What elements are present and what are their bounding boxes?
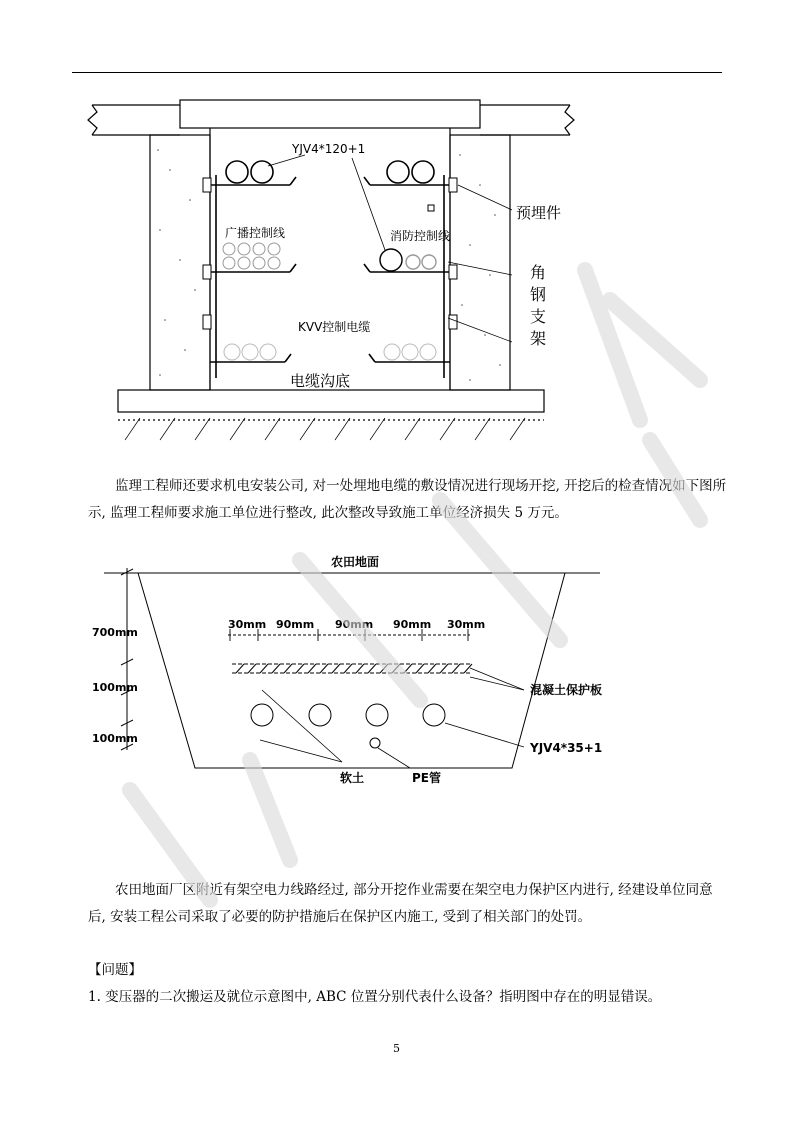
dim-30mm-left: 30mm — [228, 618, 267, 631]
label-fire-control-line: 消防控制线 — [390, 229, 451, 243]
question-1: 1. 变压器的二次搬运及就位示意图中, ABC 位置分别代表什么设备？指明图中存在的明显错误。 — [88, 989, 662, 1005]
cable-trench-figure — [0, 0, 793, 460]
dim-90mm-2: 90mm — [335, 618, 374, 631]
buried-cable-figure — [0, 540, 793, 800]
dim-700mm: 700mm — [92, 626, 138, 639]
label-pe-pipe: PE管 — [412, 771, 441, 785]
label-kvv-cable: KVV控制电缆 — [298, 320, 371, 334]
label-angle-steel-2: 钢 — [530, 285, 547, 304]
label-cable-top: YJV4*120+1 — [292, 142, 366, 156]
label-angle-steel-4: 架 — [530, 329, 547, 348]
label-angle-steel-3: 支 — [530, 307, 547, 326]
question-heading: 【问题】 — [88, 962, 142, 978]
paragraph-overhead-line: 农田地面厂区附近有架空电力线路经过, 部分开挖作业需要在架空电力保护区内进行, 经建设单位同意后, 安装工程公司采取了必要的防护措施后在保护区内施工, 受到了相关部门的处罚。 — [88, 882, 713, 925]
label-angle-steel-1: 角 — [530, 263, 547, 282]
dim-100mm-upper: 100mm — [92, 681, 138, 694]
dim-100mm-lower: 100mm — [92, 732, 138, 745]
label-farmland-ground: 农田地面 — [331, 555, 380, 569]
page-number: 5 — [393, 1042, 400, 1055]
dim-30mm-right: 30mm — [447, 618, 486, 631]
label-embedded-part: 预埋件 — [516, 204, 562, 222]
label-trench-bottom: 电缆沟底 — [290, 372, 351, 390]
label-cable-yjv: YJV4*35+1 — [530, 741, 603, 755]
label-concrete-slab: 混凝土保护板 — [530, 683, 603, 697]
label-soft-soil: 软土 — [340, 771, 365, 785]
dim-90mm-1: 90mm — [276, 618, 315, 631]
paragraph-inspection: 监理工程师还要求机电安装公司, 对一处埋地电缆的敷设情况进行现场开挖, 开挖后的检查情况如下图所示, 监理工程师要求施工单位进行整改, 此次整改导致施工单位经济损失 5 万元。 — [88, 478, 727, 521]
label-broadcast-line: 广播控制线 — [225, 226, 286, 240]
dim-90mm-3: 90mm — [393, 618, 432, 631]
